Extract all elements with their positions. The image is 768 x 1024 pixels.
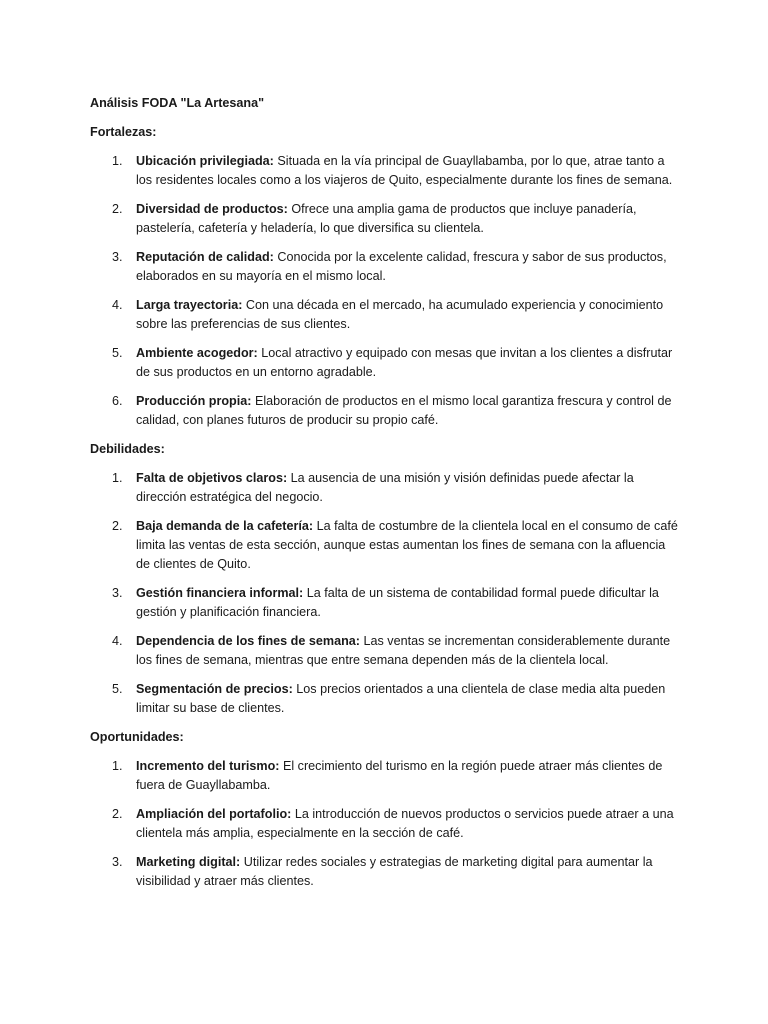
numbered-list <box>90 152 680 430</box>
document-body <box>90 94 680 901</box>
list-item-term: Ampliación del portafolio: <box>136 807 292 821</box>
list-item-number: 1. <box>112 759 123 773</box>
list-item <box>90 392 680 430</box>
list-item-text: Elaboración de productos en el mismo local garantiza frescura y control de calidad, con planes futuros de producir su propio café. <box>136 394 672 427</box>
list-item <box>90 296 680 334</box>
list-item-number: 2. <box>112 519 123 533</box>
list-item-text: La ausencia de una misión y visión definidas puede afectar la dirección estratégica del negocio. <box>136 471 634 504</box>
list-item-text: Los precios orientados a una clientela de clase media alta pueden limitar su base de clientes. <box>136 682 666 715</box>
sections-container <box>90 123 680 891</box>
list-item <box>90 584 680 622</box>
list-item-text: La falta de un sistema de contabilidad formal puede dificultar la gestión y planificación financiera. <box>136 586 659 619</box>
list-item-term: Baja demanda de la cafetería: <box>136 519 314 533</box>
list-item-term: Larga trayectoria: <box>136 298 243 312</box>
list-item <box>90 632 680 670</box>
list-item-term: Producción propia: <box>136 394 252 408</box>
list-item <box>90 248 680 286</box>
list-item-term: Ambiente acogedor: <box>136 346 258 360</box>
list-item <box>90 805 680 843</box>
list-item-text: Situada en la vía principal de Guayllabamba, por lo que, atrae tanto a los residentes locales como a los viajeros de Quito, especialmente durante los fines de semana. <box>136 154 673 187</box>
list-item-text: Con una década en el mercado, ha acumulado experiencia y conocimiento sobre las preferencias de sus clientes. <box>136 298 664 331</box>
list-item-text: Local atractivo y equipado con mesas que invitan a los clientes a disfrutar de sus productos en un entorno agradable. <box>136 346 673 379</box>
section-oportunidades <box>90 728 680 891</box>
list-item-term: Marketing digital: <box>136 855 241 869</box>
list-item-term: Diversidad de productos: <box>136 202 288 216</box>
list-item-term: Segmentación de precios: <box>136 682 293 696</box>
section-heading: Debilidades: <box>90 442 165 456</box>
list-item <box>90 200 680 238</box>
list-item-number: 2. <box>112 807 123 821</box>
list-item-number: 4. <box>112 634 123 648</box>
list-item-term: Reputación de calidad: <box>136 250 274 264</box>
section-fortalezas <box>90 123 680 430</box>
list-item-text: La falta de costumbre de la clientela local en el consumo de café limita las ventas de esta sección, aunque estas aumentan los fines de semana con la afluencia de clientes de Quito. <box>136 519 678 571</box>
section-heading: Oportunidades: <box>90 730 184 744</box>
list-item-term: Gestión financiera informal: <box>136 586 304 600</box>
list-item <box>90 757 680 795</box>
list-item-term: Falta de objetivos claros: <box>136 471 288 485</box>
list-item-term: Incremento del turismo: <box>136 759 280 773</box>
numbered-list <box>90 469 680 718</box>
list-item <box>90 152 680 190</box>
list-item-text: Las ventas se incrementan considerablemente durante los fines de semana, mientras que entre semana dependen más de la clientela local. <box>136 634 671 667</box>
list-item <box>90 680 680 718</box>
section-heading: Fortalezas: <box>90 125 157 139</box>
list-item <box>90 469 680 507</box>
list-item-number: 3. <box>112 855 123 869</box>
list-item-text: Utilizar redes sociales y estrategias de marketing digital para aumentar la visibilidad y atraer más clientes. <box>136 855 653 888</box>
document-title: Análisis FODA "La Artesana" <box>90 96 265 110</box>
list-item-text: Conocida por la excelente calidad, frescura y sabor de sus productos, elaborados en su mayoría en el mismo local. <box>136 250 667 283</box>
list-item-number: 4. <box>112 298 123 312</box>
list-item <box>90 517 680 574</box>
list-item-number: 5. <box>112 682 123 696</box>
list-item <box>90 344 680 382</box>
list-item-number: 1. <box>112 471 123 485</box>
list-item-number: 2. <box>112 202 123 216</box>
list-item-term: Dependencia de los fines de semana: <box>136 634 360 648</box>
list-item-number: 1. <box>112 154 123 168</box>
list-item-text: Ofrece una amplia gama de productos que incluye panadería, pastelería, cafetería y heladería, lo que diversifica su clientela. <box>136 202 637 235</box>
numbered-list <box>90 757 680 891</box>
list-item-number: 5. <box>112 346 123 360</box>
list-item-number: 3. <box>112 250 123 264</box>
list-item-text: El crecimiento del turismo en la región puede atraer más clientes de fuera de Guayllabamba. <box>136 759 663 792</box>
list-item-number: 3. <box>112 586 123 600</box>
section-debilidades <box>90 440 680 718</box>
list-item-term: Ubicación privilegiada: <box>136 154 274 168</box>
list-item-text: La introducción de nuevos productos o servicios puede atraer a una clientela más amplia, especialmente en la sección de café. <box>136 807 674 840</box>
list-item-number: 6. <box>112 394 123 408</box>
list-item <box>90 853 680 891</box>
